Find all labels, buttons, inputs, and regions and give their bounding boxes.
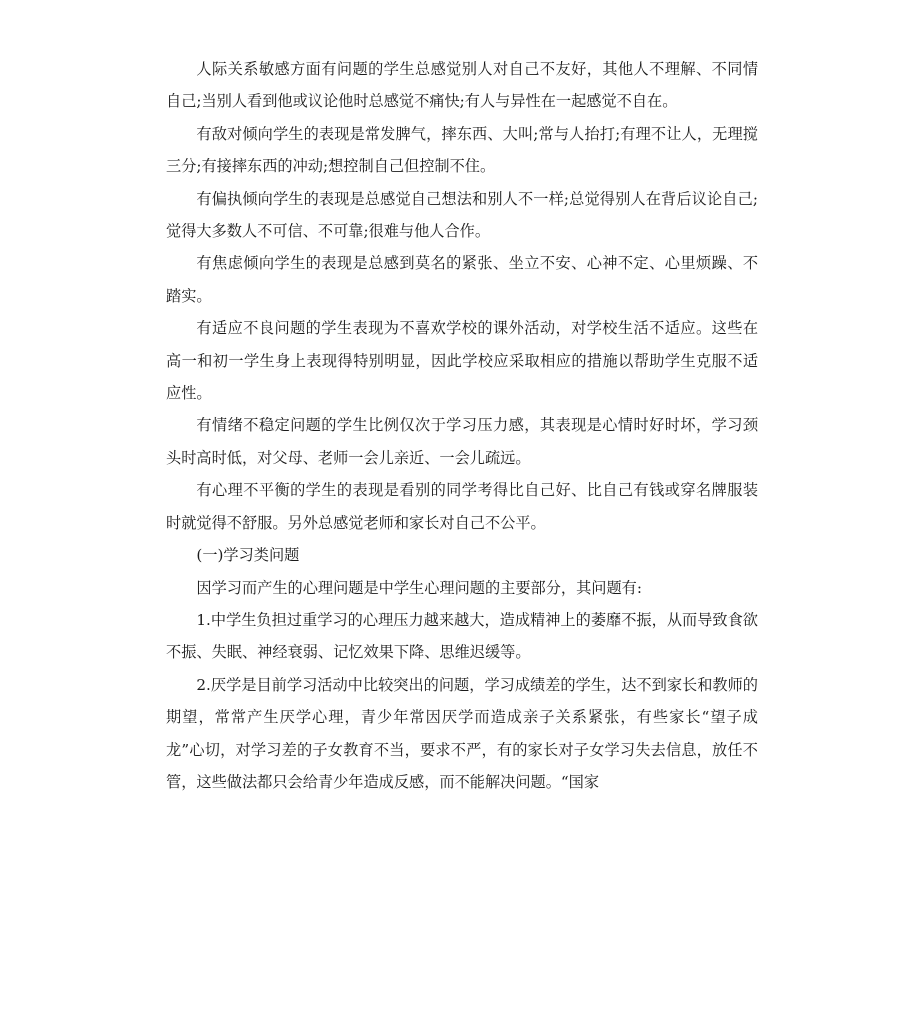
paragraph-psychological-imbalance: 有心理不平衡的学生的表现是看别的同学考得比自己好、比自己有钱或穿名牌服装时就觉得不舒服。另外总感觉老师和家长对自己不公平。 [166,481,758,532]
paragraph-maladjustment: 有适应不良问题的学生表现为不喜欢学校的课外活动，对学校生活不适应。这些在高一和初一学生身上表现得特别明显，因此学校应采取相应的措施以帮助学生克服不适应性。 [166,319,758,403]
paragraph-paranoia: 有偏执倾向学生的表现是总感觉自己想法和别人不一样;总觉得别人在背后议论自己;觉得大多数人不可信、不可靠;很难与他人合作。 [166,189,758,241]
document-body [166,53,758,798]
section-heading-learning-problems: (一)学习类问题 [196,546,300,565]
paragraph-hostility: 有敌对倾向学生的表现是常发脾气，摔东西、大叫;常与人抬打;有理不让人，无理搅三分;有接摔东西的冲动;想控制自己但控制不住。 [166,124,758,176]
paragraph-interpersonal-sensitivity: 人际关系敏感方面有问题的学生总感觉别人对自己不友好，其他人不理解、不同情自己;当别人看到他或议论他时总感觉不痛快;有人与异性在一起感觉不自在。 [166,60,758,111]
paragraph-emotional-instability: 有情绪不稳定问题的学生比例仅次于学习压力感，其表现是心情时好时坏，学习颈头时高时低，对父母、老师一会儿亲近、一会儿疏远。 [166,416,758,467]
list-item-1-academic-pressure: 1.中学生负担过重学习的心理压力越来越大，造成精神上的萎靡不振，从而导致食欲不振、失眠、神经衰弱、记忆效果下降、思维迟缓等。 [166,610,758,662]
paragraph-anxiety: 有焦虑倾向学生的表现是总感到莫名的紧张、坐立不安、心神不定、心里烦躁、不踏实。 [166,254,758,305]
list-item-2-school-aversion: 2.厌学是目前学习活动中比较突出的问题，学习成绩差的学生，达不到家长和教师的期望，常常产生厌学心理，青少年常因厌学而造成亲子关系紧张，有些家长“望子成龙”心切，对学习差的子女教育不当，要求不严，有的家长对子女学习失去信息，放任不管，这些做法都只会给青少年造成反感，而不能解决问题。“国家 [166,675,758,791]
paragraph-learning-intro: 因学习而产生的心理问题是中学生心理问题的主要部分，其问题有: [196,578,642,597]
